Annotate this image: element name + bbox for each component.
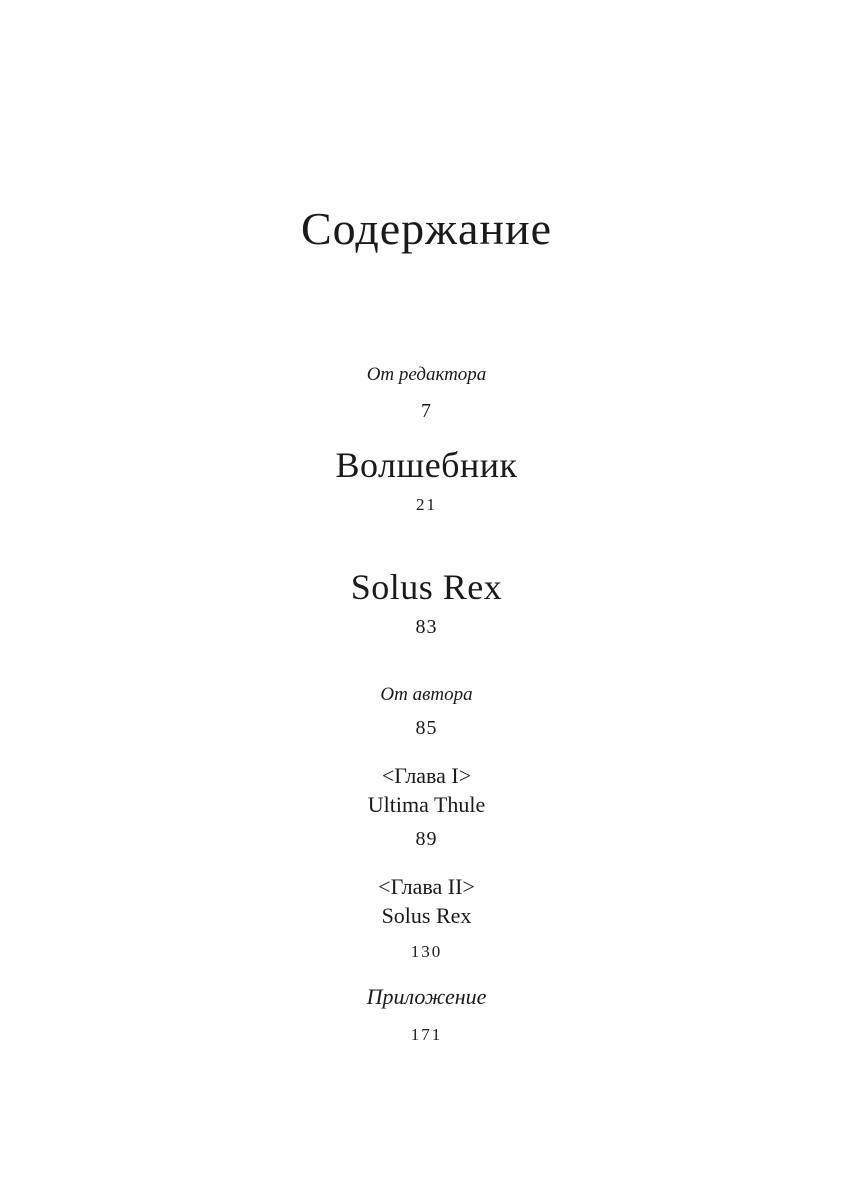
- toc-entry-solus-rex-label: Solus Rex: [350, 567, 503, 607]
- toc-entry-chapter1-heading: <Глава I>: [381, 763, 472, 788]
- toc-entry-chapter2-page: 130: [410, 942, 443, 961]
- toc-entry-chapter1-label: Ultima Thule: [367, 792, 486, 817]
- toc-entry-volshebnik-label: Волшебник: [335, 445, 518, 485]
- toc-entry-editor-page: 7: [421, 400, 432, 422]
- toc-entry-author-page: 85: [415, 717, 438, 739]
- toc-entry-volshebnik-page: 21: [416, 495, 437, 514]
- toc-entry-appendix-page: 171: [410, 1025, 443, 1044]
- toc-entry-chapter2-label: Solus Rex: [381, 903, 472, 928]
- toc-entry-appendix-label: Приложение: [366, 984, 487, 1009]
- toc-entry-chapter1-page: 89: [415, 828, 438, 850]
- toc-entry-chapter2-heading: <Глава II>: [378, 874, 475, 899]
- toc-entry-editor-label: От редактора: [366, 364, 487, 385]
- toc-entry-solus-rex-page: 83: [415, 616, 438, 638]
- page-title: Содержание: [300, 203, 553, 254]
- toc-entry-author-label: От автора: [380, 684, 473, 705]
